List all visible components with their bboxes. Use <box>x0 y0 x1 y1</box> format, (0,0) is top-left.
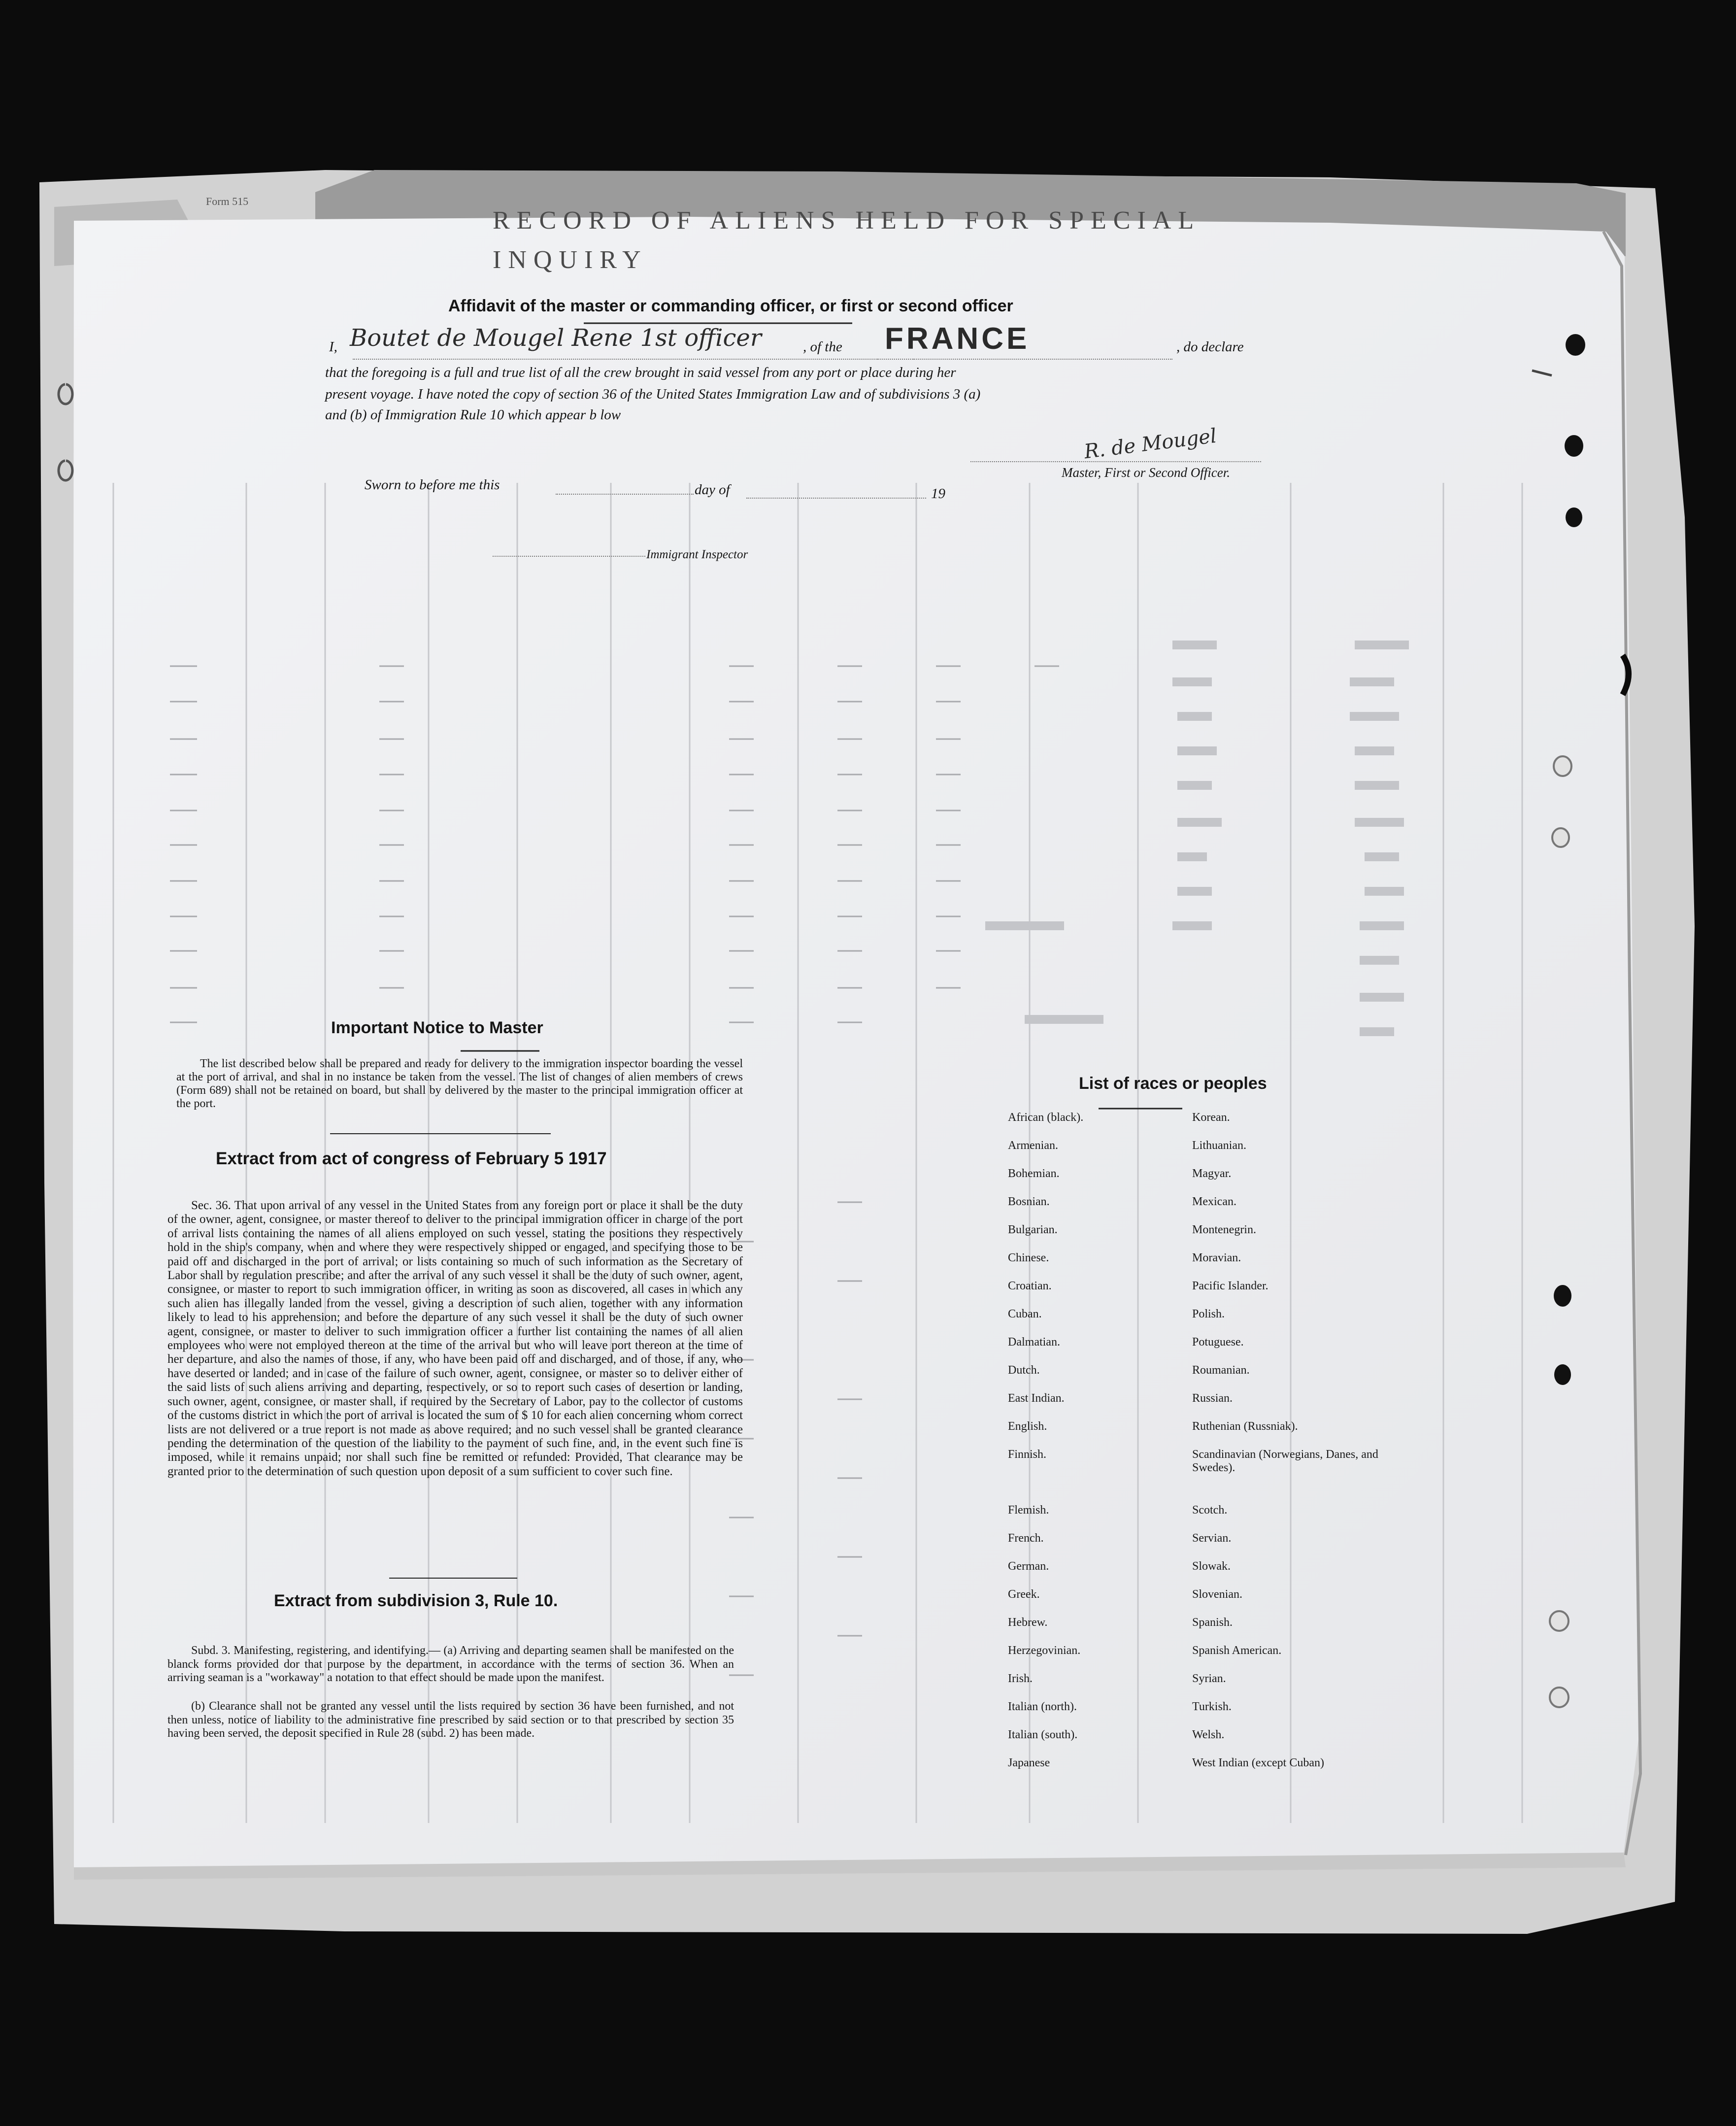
race-item: Polish. <box>1192 1308 1225 1320</box>
officer-name-handwritten: Boutet de Mougel Rene 1st officer <box>350 324 762 352</box>
affidavit-title: Affidavit of the master or commanding officer, or first or second officer <box>448 297 1013 315</box>
act-body: Sec. 36. That upon arrival of any vessel in the United States from any foreign port or place it shall be the duty of the owner, agent, consignee, or master thereof to deliver to the principal immigration officer in charge of the port of arrival lists containing the names of all aliens employed on such vessel, stating the positions they respectively hold in the ship's company, when and where they were respectively shipped or engaged, and specifying those to be paid off and discharged in the port of arrival; or lists containing so much of such information as the Secretary of Labor shall by regulation prescribe; and after the arrival of any such vessel it shall be the duty of such owner, agent, consignee, or master to report to such immigration officer, in writing as soon as discovered, all cases in which any such alien has illegally landed from the vessel, giving a description of such alien, together with any information likely to lead to his apprehension; and before the departure of any such vessel it shall be the duty of such owner agent, consignee, or master to deliver to such immigration officer a further list containing the names of all alien employees who were not employed thereon at the time of the arrival but who will leave port thereon at the time of her departure, and also the names of those, if any, who have been paid off and discharged, and of those, if any, who have deserted or landed; and in case of the failure of such owner, agent, consignee, or master so to deliver either of the said lists of such aliens arriving and departing, respectively, or so to report such cases of desertion or landing, such owner, agent, consignee, or master shall, if required by the Secretary of Labor, pay to the collector of customs of the customs district in which the port of arrival is located the sum of $ 10 for each alien concerning whom correct lists are not delivered or a true report is not made as above required; and no such vessel shall be granted clearance pending the determination of the question of the liability to the payment of such fine, and, in the event such fine is imposed, while it remains unpaid; nor shall such fine be remitted or refunded: Provided, That clearance may be granted prior to the determination of such question upon deposit of a sum sufficient to cover such fine. <box>167 1199 743 1478</box>
signature-caption: Master, First or Second Officer. <box>1062 465 1230 480</box>
race-item: African (black). <box>1008 1111 1084 1124</box>
race-item: Cuban. <box>1008 1308 1042 1320</box>
name-underline <box>353 359 914 360</box>
sworn-day-line <box>556 494 694 495</box>
race-item: Scandinavian (Norwegians, Danes, and Swedes). <box>1192 1448 1378 1474</box>
races-left-column <box>1008 1111 1215 1785</box>
race-item: Italian (north). <box>1008 1700 1077 1713</box>
affidavit-line-4: and (b) of Immigration Rule 10 which appear b low <box>325 407 621 423</box>
race-item: Hebrew. <box>1008 1616 1048 1629</box>
race-item: Magyar. <box>1192 1167 1232 1180</box>
races-right-column <box>1192 1111 1399 1785</box>
rule10-para-b: (b) Clearance shall not be granted any vessel until the lists required by section 36 have been furnished, and not then unless, notice of liability to the administrative fine prescribed by said section or to that prescribed by section 35 having been served, the deposit specified in Rule 28 (subd. 2) has been made. <box>167 1700 734 1740</box>
notice-title: Important Notice to Master <box>331 1018 543 1037</box>
race-item: Bulgarian. <box>1008 1223 1058 1236</box>
race-item: German. <box>1008 1560 1049 1573</box>
race-item: Ruthenian (Russniak). <box>1192 1420 1298 1433</box>
race-item: Greek. <box>1008 1588 1040 1601</box>
affidavit-line1-of-the: , of the <box>803 339 842 355</box>
race-item: Russian. <box>1192 1392 1233 1405</box>
race-item: Irish. <box>1008 1672 1033 1685</box>
race-item: Scotch. <box>1192 1504 1228 1517</box>
inspector-caption: Immigrant Inspector <box>646 548 748 561</box>
sworn-prefix: Sworn to before me this <box>365 477 500 493</box>
race-item: Servian. <box>1192 1532 1232 1545</box>
race-item: Italian (south). <box>1008 1728 1078 1741</box>
race-item: Armenian. <box>1008 1139 1058 1152</box>
race-item: Finnish. <box>1008 1448 1047 1461</box>
race-item: Slovenian. <box>1192 1588 1242 1601</box>
race-item: West Indian (except Cuban) <box>1192 1756 1324 1769</box>
race-item: Mexican. <box>1192 1195 1236 1208</box>
back-sheet-title <box>493 201 1251 220</box>
sworn-day-of: day of <box>695 482 730 498</box>
race-item: Pacific Islander. <box>1192 1280 1269 1292</box>
race-item: Spanish American. <box>1192 1644 1282 1657</box>
race-item: Croatian. <box>1008 1280 1052 1292</box>
back-sheet-form-number: Form 515 <box>206 195 249 207</box>
notice-body: The list described below shall be prepared and ready for delivery to the immigration inspector boarding the vessel at the port of arrival, and shal in no instance be taken from the vessel. The list of changes of alien members of crews (Form 689) shall not be retained on board, but shall by delivered by the master to the principal immigration officer at the port. <box>176 1057 743 1110</box>
race-item: Spanish. <box>1192 1616 1233 1629</box>
race-item: Bohemian. <box>1008 1167 1060 1180</box>
sworn-month-line <box>746 498 926 499</box>
race-item: Montenegrin. <box>1192 1223 1256 1236</box>
act-title: Extract from act of congress of February 5 1917 <box>216 1149 607 1168</box>
race-item: East Indian. <box>1008 1392 1065 1405</box>
main-sheet <box>73 217 1640 1870</box>
signature-handwritten: R. de Mougel <box>1083 424 1218 464</box>
race-item: Moravian. <box>1192 1251 1241 1264</box>
affidavit-line-2: that the foregoing is a full and true list of all the crew brought in said vessel from any port or place during her <box>325 365 956 380</box>
races-title: List of races or peoples <box>1079 1074 1267 1093</box>
race-item: Dutch. <box>1008 1364 1040 1377</box>
race-item: English. <box>1008 1420 1047 1433</box>
race-item: Korean. <box>1192 1111 1230 1124</box>
inspector-line <box>493 556 645 557</box>
race-item: Herzegovinian. <box>1008 1644 1081 1657</box>
race-item: Slowak. <box>1192 1560 1231 1573</box>
race-item: Lithuanian. <box>1192 1139 1246 1152</box>
race-item: Turkish. <box>1192 1700 1232 1713</box>
race-item: Dalmatian. <box>1008 1336 1060 1349</box>
race-item: Chinese. <box>1008 1251 1049 1264</box>
vessel-name: FRANCE <box>885 322 1030 356</box>
race-item: Syrian. <box>1192 1672 1226 1685</box>
rule10-para-a: Subd. 3. Manifesting, registering, and identifying.— (a) Arriving and departing seamen shall be manifested on the blanck forms provided dor that purpose by the department, in accordance with the terms of section 36. When an arriving seaman is a "workaway" a notation to that effect should be made upon the manifest. <box>167 1644 734 1684</box>
vessel-underline <box>877 359 1172 360</box>
race-item: Flemish. <box>1008 1504 1049 1517</box>
sworn-year: 19 <box>931 486 945 502</box>
race-item: Bosnian. <box>1008 1195 1050 1208</box>
affidavit-line-3: present voyage. I have noted the copy of section 36 of the United States Immigration Law and of subdivisions 3 (a) <box>325 386 981 402</box>
signature-line <box>970 461 1261 462</box>
affidavit-line-1 <box>329 322 1275 365</box>
rule10-title: Extract from subdivision 3, Rule 10. <box>274 1591 558 1610</box>
affidavit-line1-suffix: , do declare <box>1176 339 1244 355</box>
affidavit-line1-prefix: I, <box>329 339 337 355</box>
race-item: Potuguese. <box>1192 1336 1244 1349</box>
race-item: Roumanian. <box>1192 1364 1250 1377</box>
race-item: Japanese <box>1008 1756 1050 1769</box>
race-item: Welsh. <box>1192 1728 1225 1741</box>
race-item: French. <box>1008 1532 1044 1545</box>
